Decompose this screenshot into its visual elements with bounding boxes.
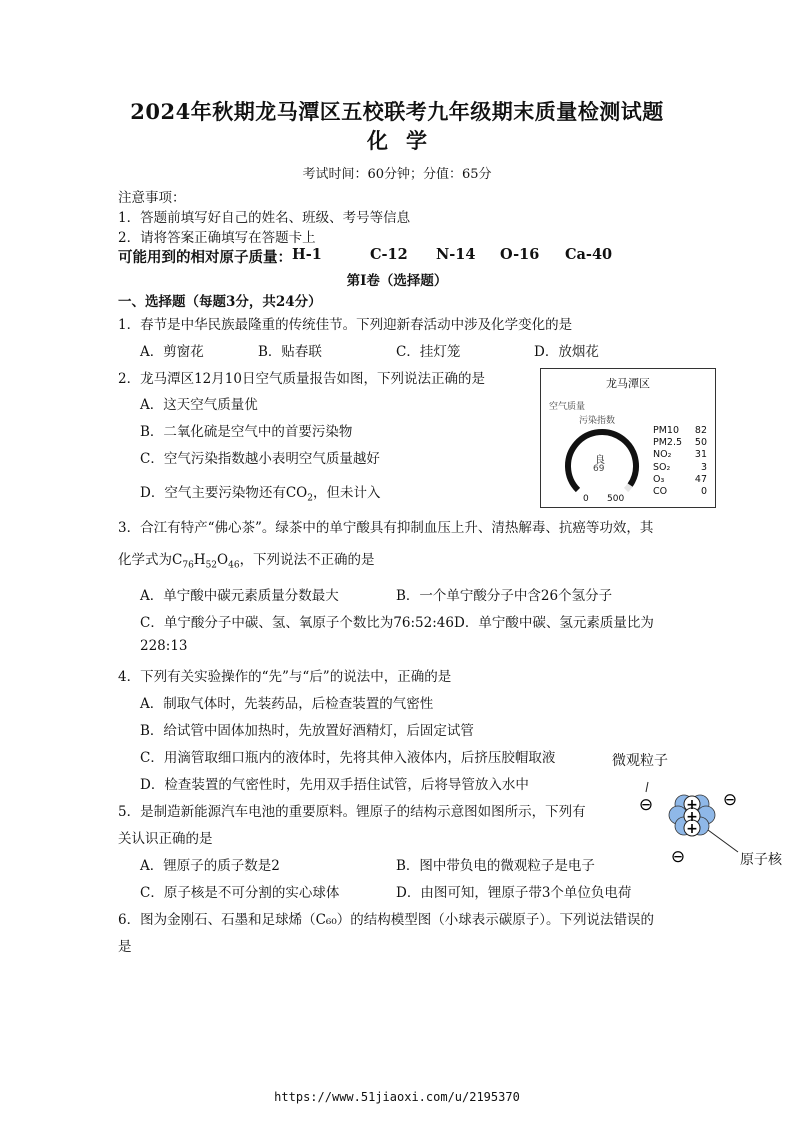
aq-row-name: PM2.5	[653, 437, 683, 449]
nucleus-pointer-line	[708, 830, 738, 852]
q3-o: O	[217, 552, 229, 568]
q3-h: H	[193, 552, 206, 568]
aq-row-value: 82	[694, 425, 707, 436]
q3-option-d-cont: 228:13	[140, 638, 188, 654]
aq-scale-max: 500	[607, 494, 625, 504]
q3-stem-tail: ，下列说法不正确的是	[239, 552, 375, 568]
aq-row	[653, 425, 707, 437]
q3-stem-line1: 3．合江有特产“佛心茶”。绿茶中的单宁酸具有抑制血压上升、清热解毒、抗癌等功效，其	[118, 520, 654, 536]
q6-stem-line1: 6．图为金刚石、石墨和足球烯（C₆₀）的结构模型图（小球表示碳原子）。下列说法错误的	[118, 912, 654, 928]
aq-row	[653, 437, 707, 449]
q5-option-c: C．原子核是不可分割的实心球体	[140, 885, 340, 901]
q3-sub-c: 76	[182, 560, 194, 571]
atomic-mass-c: C-12	[370, 246, 408, 263]
exam-title: 2024年秋期龙马潭区五校联考九年级期末质量检测试题	[130, 99, 664, 124]
aq-row-value: 31	[694, 449, 707, 461]
part-title: 一、选择题（每题3分，共24分）	[118, 294, 322, 310]
q1-option-d: D．放烟花	[534, 344, 599, 360]
aq-label-quality: 空气质量	[549, 402, 586, 412]
note-item: 2．请将答案正确填写在答题卡上	[118, 230, 316, 246]
q5-option-b: B．图中带负电的微观粒子是电子	[396, 858, 595, 874]
atomic-mass-ca: Ca-40	[565, 246, 613, 263]
q1-stem: 1．春节是中华民族最隆重的传统佳节。下列迎新春活动中涉及化学变化的是	[118, 317, 573, 333]
proton-sign: +	[686, 797, 698, 813]
particle-pointer-line	[646, 782, 648, 792]
electron: ⊖	[638, 795, 654, 815]
q1-option-c: C．挂灯笼	[396, 344, 461, 360]
aq-row-name: SO₂	[653, 461, 671, 473]
aq-title: 龙马潭区	[606, 377, 650, 390]
aq-row-name: PM10	[653, 425, 680, 436]
q2-option-d-text: D．空气主要污染物还有CO	[140, 485, 308, 501]
q5-option-d: D．由图可知，锂原子带3个单位负电荷	[396, 885, 632, 901]
q2-option-c: C．空气污染指数越小表明空气质量越好	[140, 451, 380, 467]
aq-row	[653, 474, 707, 486]
q4-option-c: C．用滴管取细口瓶内的液体时，先将其伸入液体内，后挤压胶帽取液	[140, 750, 556, 766]
exam-info: 考试时间：60分钟；分值：65分	[302, 167, 492, 182]
aq-row-name: O₃	[653, 473, 665, 485]
subject-title: 化学	[367, 128, 445, 153]
lithium-atom-diagram	[630, 770, 770, 870]
aq-pollutant-table	[653, 425, 707, 498]
q6-stem-line2: 是	[118, 939, 132, 955]
aq-row	[653, 462, 707, 474]
notes-heading: 注意事项：	[118, 190, 186, 206]
electron: ⊖	[722, 790, 738, 810]
q4-stem: 4．下列有关实验操作的“先”与“后”的说法中，正确的是	[118, 669, 452, 685]
atom-label-particle: 微观粒子	[612, 753, 668, 769]
q3-sub-h: 52	[205, 560, 218, 571]
atomic-mass-n: N-14	[436, 246, 476, 263]
q2-option-b: B．二氧化硫是空气中的首要污染物	[140, 424, 353, 440]
note-item: 1．答题前填写好自己的姓名、班级、考号等信息	[118, 210, 411, 226]
aq-row-value: 3	[700, 461, 707, 473]
aq-index-value: 69	[593, 464, 605, 474]
section-title: 第Ⅰ卷（选择题）	[346, 273, 448, 289]
q3-stem-line2	[118, 548, 375, 571]
q2-option-d-sub: 2	[307, 493, 313, 504]
q1-option-b: B．贴春联	[258, 344, 322, 360]
proton-sign: +	[686, 809, 698, 825]
aq-grade: 良	[595, 455, 605, 466]
q3-sub-o: 46	[228, 560, 240, 571]
aq-scale-min: 0	[583, 494, 589, 504]
aq-row-name: CO	[653, 486, 668, 498]
aq-row-value: 50	[694, 437, 707, 449]
aq-row-name: NO₂	[653, 449, 672, 461]
aq-label-index: 污染指数	[579, 416, 616, 426]
q2-option-a: A．这天空气质量优	[140, 397, 258, 413]
atomic-mass-h: H-1	[292, 246, 322, 263]
q2-option-d-tail: ，但未计入	[312, 485, 381, 501]
q4-option-d: D．检查装置的气密性时，先用双手捂住试管，后将导管放入水中	[140, 777, 529, 793]
q3-option-d: D．单宁酸中碳、氢元素质量比为	[454, 615, 654, 631]
air-quality-panel	[540, 368, 716, 508]
footer-watermark-url: https://www.51jiaoxi.com/u/2195370	[274, 1090, 520, 1104]
q3-option-a: A．单宁酸中碳元素质量分数最大	[140, 588, 339, 604]
q5-stem-line2: 关认识正确的是	[118, 831, 213, 847]
aq-row	[653, 486, 707, 498]
q3-formula-prefix: 化学式为C	[118, 552, 183, 568]
aq-row	[653, 449, 707, 461]
aq-row-value: 0	[700, 486, 707, 498]
q4-option-b: B．给试管中固体加热时，先放置好酒精灯，后固定试管	[140, 723, 474, 739]
q2-stem: 2．龙马潭区12月10日空气质量报告如图，下列说法正确的是	[118, 371, 485, 387]
atom-label-nucleus: 原子核	[740, 852, 782, 868]
aq-row-value: 47	[694, 473, 707, 485]
q3-option-c: C．单宁酸分子中碳、氢、氧原子个数比为76:52:46	[140, 615, 454, 631]
electron: ⊖	[670, 847, 686, 867]
atomic-mass-label: 可能用到的相对原子质量：	[118, 250, 292, 266]
atomic-mass-o: O-16	[500, 246, 540, 263]
q5-stem-line1: 5．是制造新能源汽车电池的重要原料。锂原子的结构示意图如图所示，下列有	[118, 804, 586, 820]
q4-option-a: A．制取气体时，先装药品，后检查装置的气密性	[140, 696, 434, 712]
q3-option-b: B．一个单宁酸分子中含26个氢分子	[396, 588, 613, 604]
q2-option-d	[140, 481, 380, 504]
q5-option-a: A．锂原子的质子数是2	[140, 858, 280, 874]
q1-option-a: A．剪窗花	[140, 344, 204, 360]
proton-sign: +	[686, 821, 698, 837]
